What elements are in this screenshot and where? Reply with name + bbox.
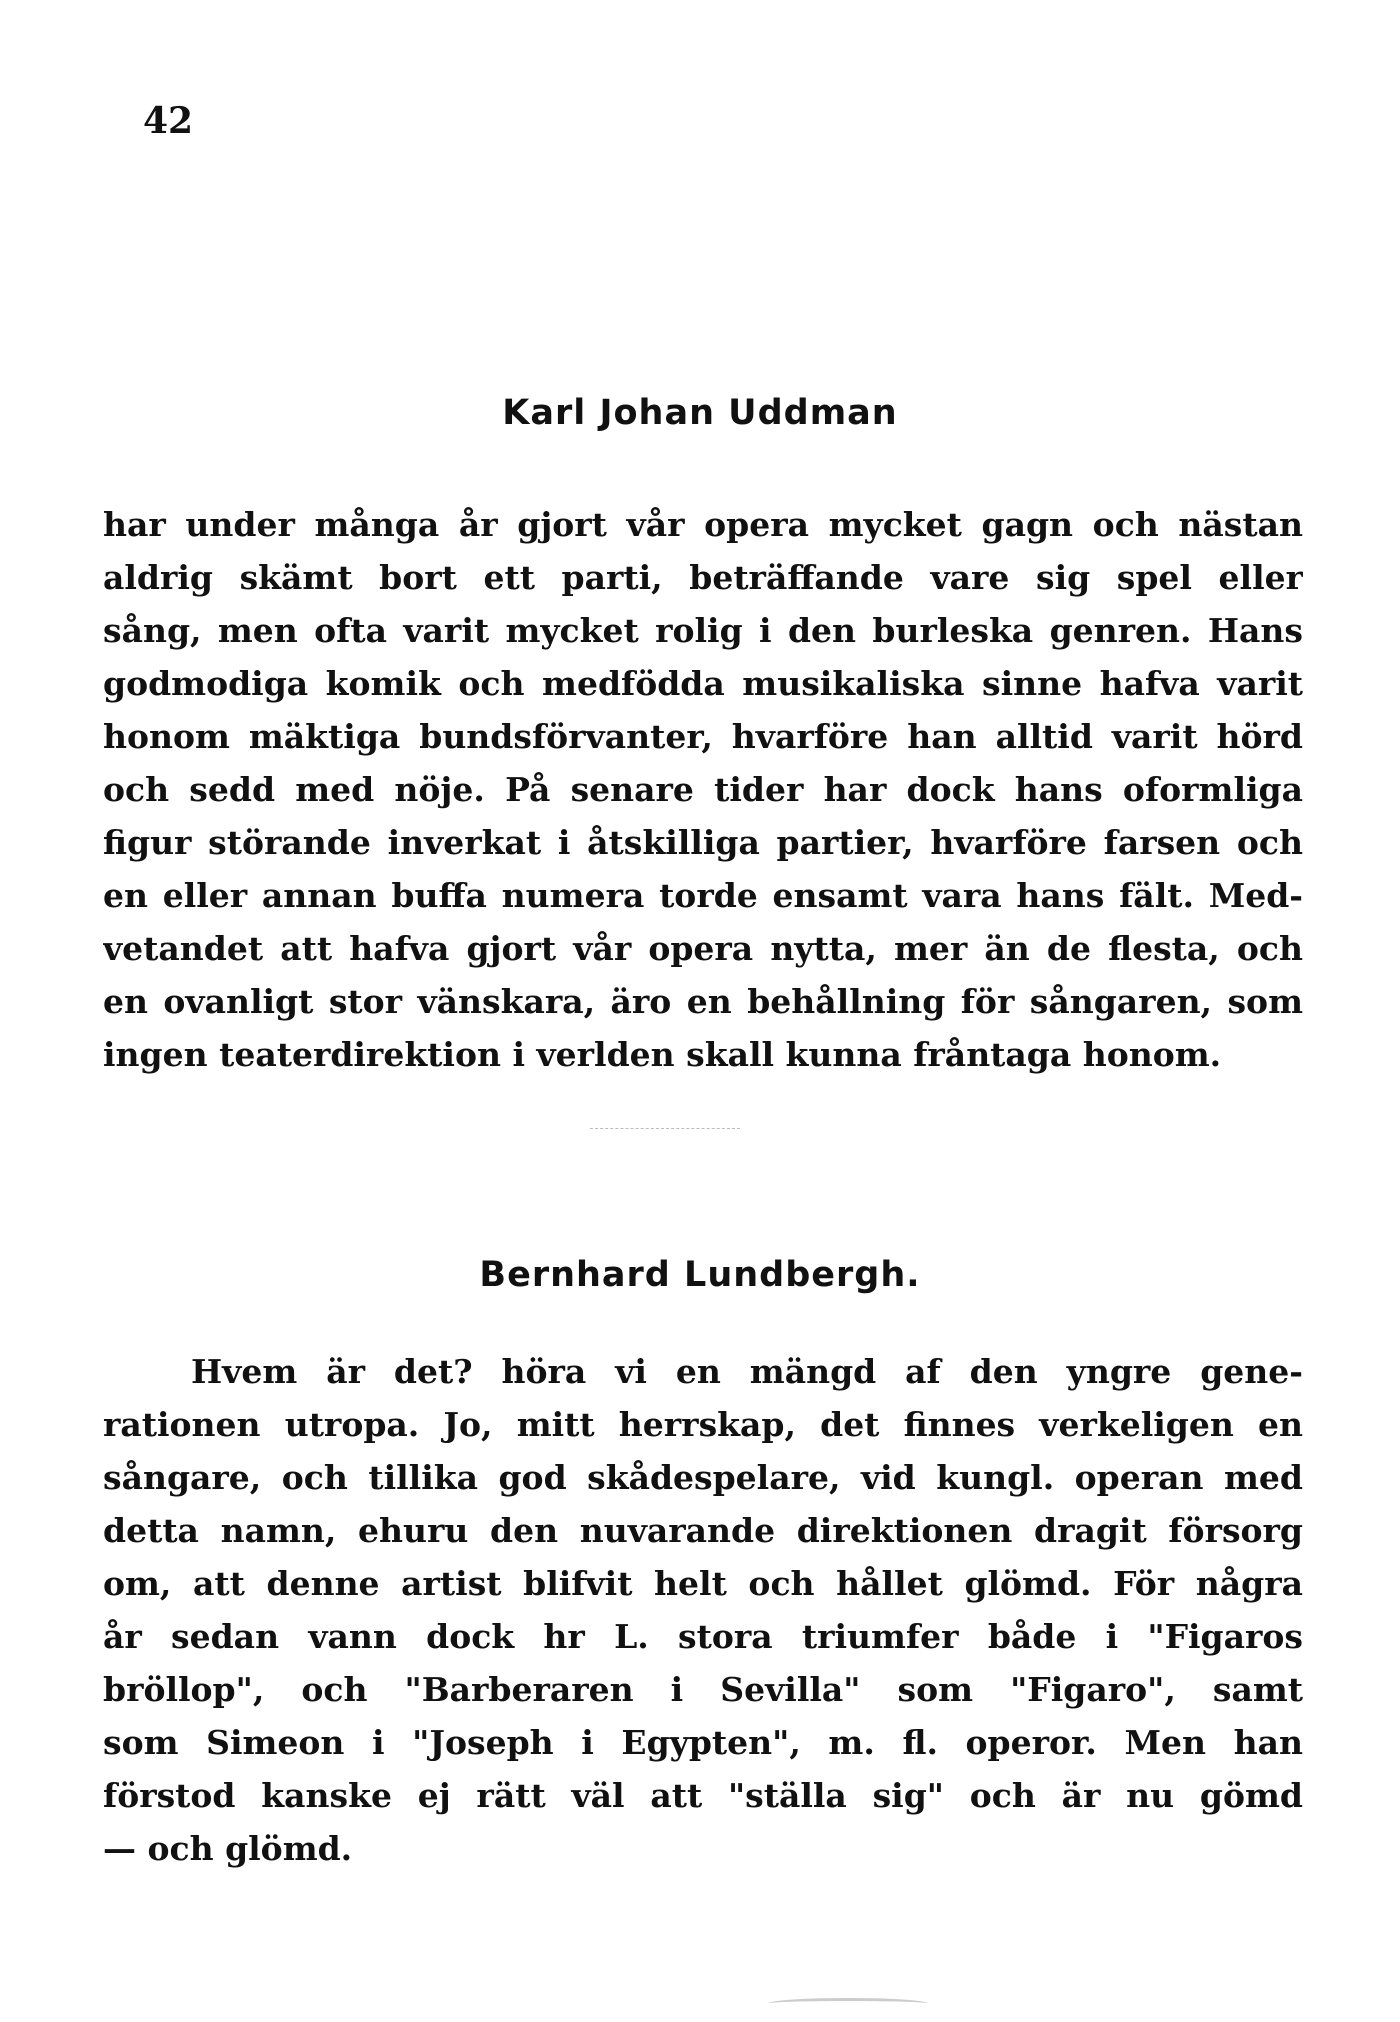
text-line: sångare, och tillika god skådespelare, vid kungl. operan med bbox=[103, 1458, 1303, 1497]
text-line: som Simeon i "Joseph i Egypten", m. fl. operor. Men han bbox=[103, 1723, 1303, 1762]
text-line: år sedan vann dock hr L. stora triumfer både i "Figaros bbox=[103, 1617, 1303, 1656]
footer-ornament bbox=[768, 1998, 928, 2009]
text-line: honom mäktiga bundsförvanter, hvarföre han alltid varit hörd bbox=[103, 717, 1303, 756]
text-line: Hvem är det? höra vi en mängd af den yngre gene- bbox=[191, 1352, 1303, 1391]
text-line: figur störande inverkat i åtskilliga partier, hvarföre farsen och bbox=[103, 823, 1303, 862]
text-line: bröllop", och "Barberaren i Sevilla" som "Figaro", samt bbox=[103, 1670, 1303, 1709]
paragraph-lundbergh bbox=[103, 1345, 1303, 1875]
text-line: förstod kanske ej rätt väl att "ställa sig" och är nu gömd bbox=[103, 1776, 1303, 1815]
text-line: och sedd med nöje. På senare tider har dock hans oformliga bbox=[103, 770, 1303, 809]
section-heading-uddman: Karl Johan Uddman bbox=[502, 393, 898, 433]
text-line: vetandet att hafva gjort vår opera nytta, mer än de flesta, och bbox=[103, 929, 1303, 968]
text-line: — och glömd. bbox=[103, 1829, 353, 1868]
section-separator bbox=[590, 1128, 740, 1129]
text-line: om, att denne artist blifvit helt och hållet glömd. För några bbox=[103, 1564, 1303, 1603]
paragraph-uddman bbox=[103, 498, 1303, 1081]
text-line: aldrig skämt bort ett parti, beträffande vare sig spel eller bbox=[103, 558, 1303, 597]
text-line: ingen teaterdirektion i verlden skall kunna fråntaga honom. bbox=[103, 1035, 1222, 1074]
text-line: detta namn, ehuru den nuvarande direktionen dragit försorg bbox=[103, 1511, 1303, 1550]
text-line: en eller annan buffa numera torde ensamt vara hans fält. Med- bbox=[103, 876, 1303, 915]
text-line: har under många år gjort vår opera mycket gagn och nästan bbox=[103, 505, 1303, 544]
text-line: rationen utropa. Jo, mitt herrskap, det finnes verkeligen en bbox=[103, 1405, 1303, 1444]
page-number: 42 bbox=[143, 100, 194, 142]
text-line: en ovanligt stor vänskara, äro en behållning för sångaren, som bbox=[103, 982, 1303, 1021]
text-line: sång, men ofta varit mycket rolig i den burleska genren. Hans bbox=[103, 611, 1303, 650]
section-heading-lundbergh: Bernhard Lundbergh. bbox=[479, 1255, 921, 1295]
text-line: godmodiga komik och medfödda musikaliska sinne hafva varit bbox=[103, 664, 1303, 703]
